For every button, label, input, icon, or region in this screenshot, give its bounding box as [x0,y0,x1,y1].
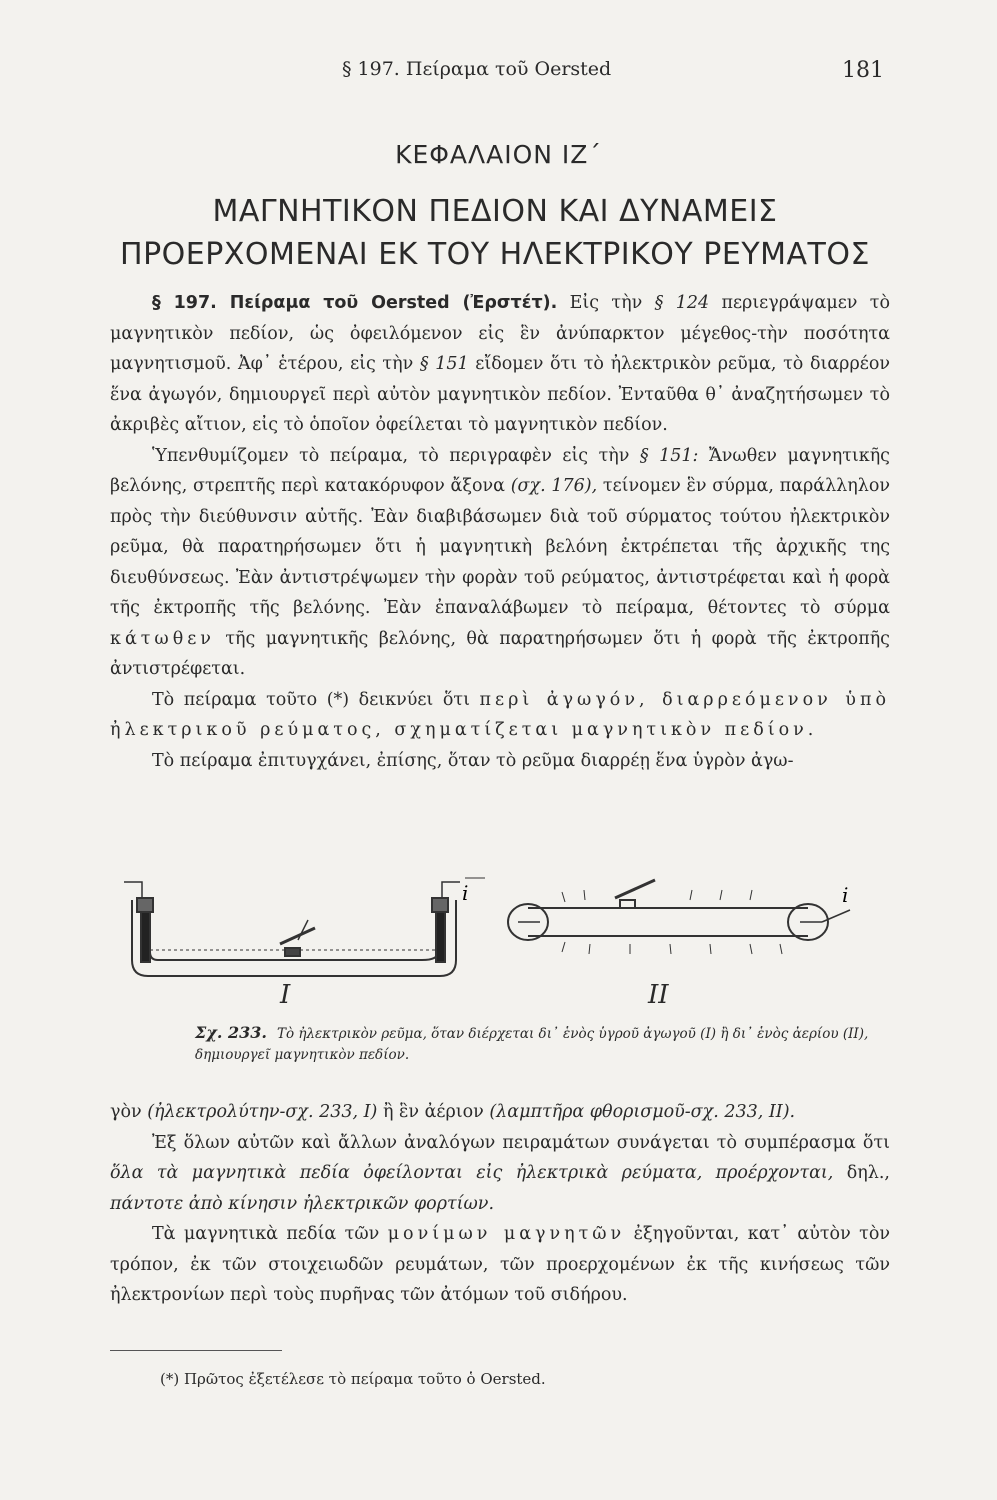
body-text-bottom [110,1097,890,1311]
current-symbol-i-lamp: i [842,883,849,907]
text-run: τῆς μαγνητικῆς βελόνης, θὰ παρατηρήσωμεν ὅτι ἡ φορὰ τῆς ἐκτροπῆς ἀντιστρέφεται. [110,628,890,679]
section-ref: § 124 [654,293,710,313]
text-run: ἢ ἓν ἀέριον [377,1102,490,1122]
text-run: εἴδομεν ὅτι τὸ ἠλεκτρικὸν ρεῦμα, τὸ διαρρέον ἕνα ἀγωγόν, δημιουργεῖ περὶ αὐτὸν μαγνητικὸν πεδίον. Ἐνταῦθα θ᾽ ἀναζητήσωμεν τὸ ἀκριβὲς αἴτιον, εἰς τὸ ὁποῖον ὀφείλεται τὸ μαγνητικὸν πεδίον. [110,354,890,435]
text-run: Τὸ πείραμα ἐπιτυγχάνει, ἐπίσης, ὅταν τὸ ρεῦμα διαρρέῃ ἕνα ὑγρὸν ἀγω- [152,750,794,771]
paragraph-4 [110,746,890,777]
figure-caption [195,1022,875,1066]
text-run: Ἐξ ὅλων αὐτῶν καὶ ἄλλων ἀναλόγων πειραμάτων συνάγεται τὸ συμπέρασμα ὅτι [152,1132,890,1153]
body-text-top [110,288,890,776]
chapter-heading [100,190,890,276]
figure-ref: (σχ. 176), [510,476,598,496]
spaced-emphasis: μονίμων μαγνητῶν [387,1224,626,1244]
electrolyte-apparatus [124,878,485,976]
text-run: ἐξηγοῦνται, κατ᾽ αὐτὸν τὸν τρόπον, ἐκ τῶν στοιχειωδῶν ρευμάτων, τῶν προερχομένων ἐκ τῆς κινήσεως τῶν ἠλεκτρονίων περὶ τοὺς πυρῆνας τῶν ἀτόμων τοῦ σιδήρου. [110,1224,890,1305]
text-run: περιεγράψαμεν τὸ μαγνητικὸν πεδίον, ὡς ὀφειλόμενον εἰς ἓν ἀνύπαρκτον μέγεθος-τὴν ποσότητα μαγνητισμοῦ. Ἀφ᾽ ἑτέρου, εἰς τὴν [110,293,890,374]
paragraph-7 [110,1219,890,1311]
heading-line-2: ΠΡΟΕΡΧΟΜΕΝΑΙ ΕΚ ΤΟΥ ΗΛΕΚΤΡΙΚΟΥ ΡΕΥΜΑΤΟΣ [120,237,870,272]
paragraph-2 [110,441,890,685]
section-ref: § 151 [419,354,469,374]
figure-label-i: I [280,980,291,1010]
section-label: § 197. Πείραμα τοῦ Oersted (Ἐρστέτ). [152,293,558,313]
chapter-title: ΚΕΦΑΛΑΙΟΝ ΙΖ΄ [395,140,602,169]
text-run: τείνομεν ἓν σύρμα, παράλληλον πρὸς τὴν διεύθυνσιν αὐτῆς. Ἐὰν διαβιβάσωμεν διὰ τοῦ σύρματος τούτου ἠλεκτρικὸν ρεῦμα, θὰ παρατηρήσωμεν ὅτι ἡ μαγνητικὴ βελόνη ἐκτρέπεται τῆς ἀρχικῆς της διευθύνσεως. Ἐὰν ἀντιστρέψωμεν τὴν φορὰν τοῦ ρεύματος, ἀντιστρέφεται καὶ ἡ φορὰ τῆς ἐκτροπῆς τῆς βελόνης. Ἐὰν ἐπαναλάβωμεν τὸ πείραμα, θέτοντες τὸ σύρμα [110,476,890,618]
footnote-rule [110,1350,282,1351]
heading-line-1: ΜΑΓΝΗΤΙΚΟΝ ΠΕΔΙΟΝ ΚΑΙ ΔΥΝΑΜΕΙΣ [212,194,778,229]
text-run: Τὰ μαγνητικὰ πεδία τῶν [152,1224,388,1244]
italic-run: (ἠλεκτρολύτην-σχ. 233, I) [147,1102,378,1122]
paragraph-5 [110,1097,890,1128]
italic-run: πάντοτε ἀπὸ κίνησιν ἠλεκτρικῶν φορτίων. [110,1193,495,1214]
text-run: δηλ., [833,1163,890,1183]
paragraph-1 [110,288,890,441]
paragraph-6 [110,1128,890,1220]
running-title: § 197. Πείραμα τοῦ Oersted [342,58,612,80]
current-symbol-i: i [462,881,469,905]
spaced-emphasis: περὶ ἀγωγόν, διαρρεόμενον ὑπὸ ἠλεκτρικοῦ ρεύματος, σχηματίζεται μαγνητικὸν πεδίον. [110,689,890,740]
section-ref: § 151: [639,445,699,466]
figure-label-ii: II [648,980,669,1010]
caption-text: Τὸ ἠλεκτρικὸν ρεῦμα, ὅταν διέρχεται δι᾽ ἑνὸς ὑγροῦ ἀγωγοῦ (I) ἢ δι᾽ ἑνὸς ἀερίου (II), δημιουργεῖ μαγνητικὸν πεδίον. [195,1026,869,1063]
figure-233 [110,860,890,1030]
text-run: Εἰς τὴν [569,293,655,313]
paragraph-3 [110,685,890,746]
text-run: Ἄνωθεν μαγνητικῆς βελόνης, στρεπτῆς περὶ κατακόρυφον ἄξονα [110,445,890,496]
page-number: 181 [842,58,884,83]
text-run: Ὑπενθυμίζομεν τὸ πείραμα, τὸ περιγραφὲν εἰς τὴν [152,445,640,466]
footnote: (*) Πρῶτος ἐξετέλεσε τὸ πείραμα τοῦτο ὁ Oersted. [160,1370,546,1388]
italic-run: (λαμπτῆρα φθορισμοῦ-σχ. 233, II). [489,1102,796,1122]
spaced-emphasis: κάτωθεν [110,628,215,649]
text-run: Τὸ πείραμα τοῦτο (*) δεικνύει ὅτι [152,689,480,710]
caption-number: Σχ. 233. [195,1023,267,1042]
italic-run: ὅλα τὰ μαγνητικὰ πεδία ὀφείλονται εἰς ἠλεκτρικὰ ρεύματα, προέρχονται, [110,1163,834,1183]
text-run: γὸν [110,1102,148,1122]
figure-drawing [110,860,890,1030]
fluorescent-lamp-apparatus [508,880,850,954]
